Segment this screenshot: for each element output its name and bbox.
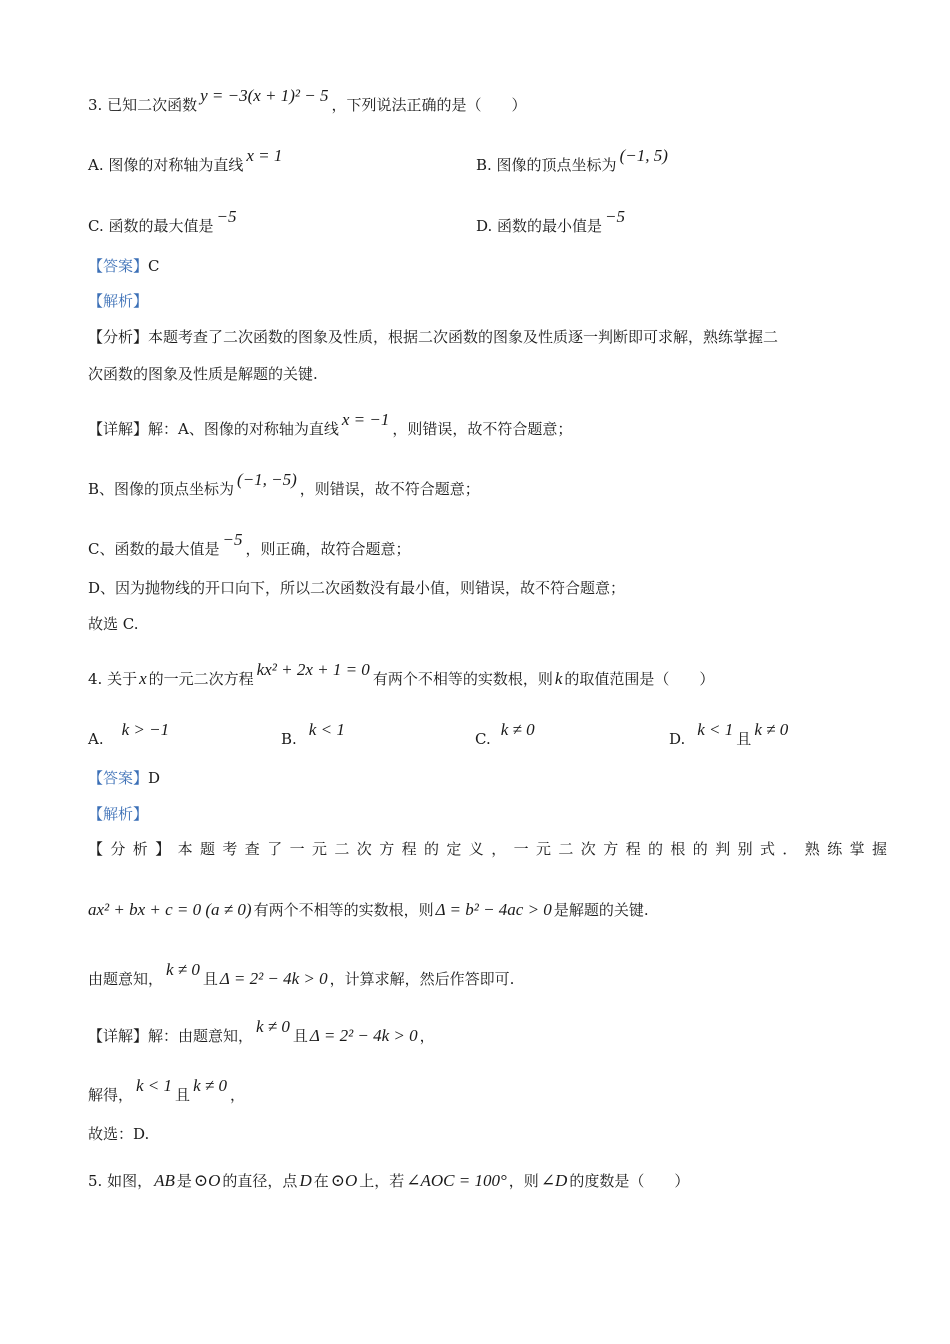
q3-detail-a: 【详解】解：A、图像的对称轴为直线 x = −1 ，则错误，故不符合题意； [88,410,573,438]
circle-o-symbol: ⊙O [193,1171,221,1190]
q3-analysis-line-1: 【分析】本题考查了二次函数的图象及性质，根据二次函数的图象及性质逐一判断即可求解，熟练掌握二 [88,328,779,346]
q3-stem: 3. 已知二次函数 y = −3(x + 1)² − 5 ，下列说法正确的是（ ） [88,86,527,114]
q3-jiexi-heading: 【解析】 [88,292,149,310]
q4-choose: 故选：D. [88,1125,150,1143]
q3-option-c: C. 函数的最大值是 −5 [88,207,237,235]
answer-tag: 【答案】 [88,257,149,275]
q4-option-a: A. k > −1 [88,720,170,748]
q3-detail-b: B、图像的顶点坐标为 (−1, −5) ，则错误，故不符合题意； [88,470,480,498]
q4-option-c: C. k ≠ 0 [475,720,535,748]
q5-stem: 5. 如图， AB 是 ⊙O 的直径，点 D 在 ⊙O 上，若 ∠AOC = 100° ，则 ∠D 的度数是（ ） [88,1171,690,1190]
q3-formula: y = −3(x + 1)² − 5 [200,86,329,105]
q4-jiexi-heading: 【解析】 [88,805,149,823]
q3-choose: 故选 C. [88,615,139,633]
q3-detail-d: D、因为抛物线的开口向下，所以二次函数没有最小值，则错误，故不符合题意； [88,579,626,597]
q4-analysis-line-2: ax² + bx + c = 0 (a ≠ 0) 有两个不相等的实数根，则 Δ = b² − 4ac > 0 是解题的关键. [88,900,649,919]
q3-analysis-line-2: 次函数的图象及性质是解题的关键. [88,365,318,383]
q4-answer: 【答案】D [88,769,161,787]
q4-formula: kx² + 2x + 1 = 0 [256,660,370,679]
q3-option-b: B. 图像的顶点坐标为 (−1, 5) [476,146,668,174]
q3-option-d: D. 函数的最小值是 −5 [476,207,626,235]
q3-detail-c: C、函数的最大值是 −5 ，则正确，故符合题意； [88,530,411,558]
q3-answer: 【答案】C [88,257,160,275]
q4-option-b: B. k < 1 [281,720,345,748]
q4-step-1: 由题意知， k ≠ 0 且 Δ = 2² − 4k > 0 ，计算求解，然后作答即可. [88,960,515,988]
circle-o-symbol: ⊙O [330,1171,358,1190]
answer-tag: 【答案】 [88,769,149,787]
q3-option-a: A. 图像的对称轴为直线 x = 1 [88,146,283,174]
q4-option-d: D. k < 1 且 k ≠ 0 [669,720,789,748]
q4-analysis-line-1: 【分析】本题考查了一元二次方程的定义，一元二次方程的根的判别式．熟练掌握 [88,840,895,858]
q4-stem: 4. 关于 x 的一元二次方程 kx² + 2x + 1 = 0 有两个不相等的实数根，则 k 的取值范围是（ ） [88,660,715,688]
q4-detail-1: 【详解】解：由题意知， k ≠ 0 且 Δ = 2² − 4k > 0 ， [88,1017,435,1045]
q4-detail-2: 解得， k < 1 且 k ≠ 0 ， [88,1076,245,1104]
